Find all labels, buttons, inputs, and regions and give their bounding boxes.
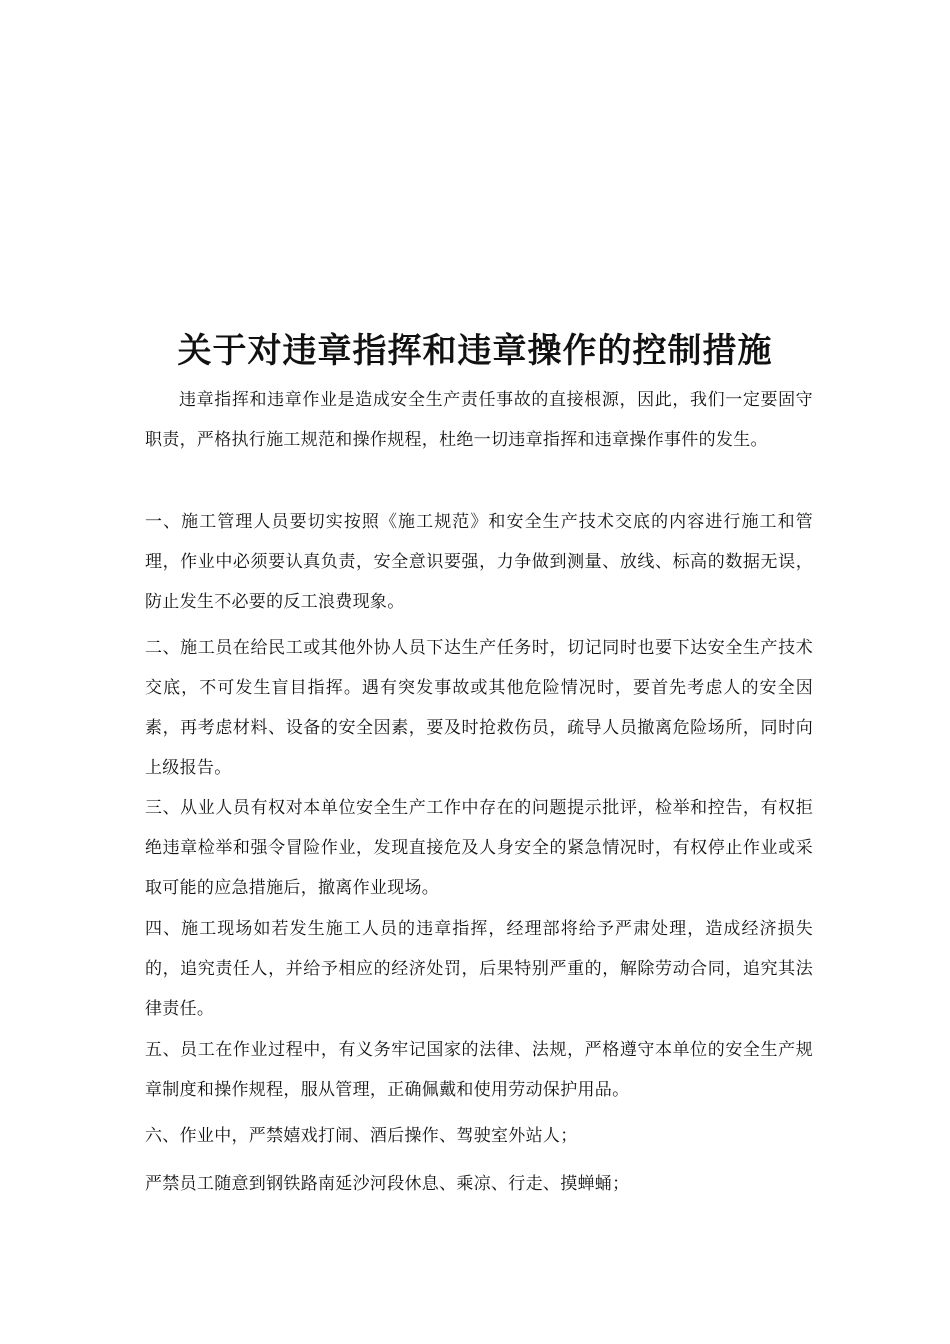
item-paragraph-2: 二、施工员在给民工或其他外协人员下达生产任务时，切记同时也要下达安全生产技术交底，不可发生盲目指挥。遇有突发事故或其他危险情况时，要首先考虑人的安全因素，再考虑材料、设备的安全因素，要及时抢救伤员，疏导人员撤离危险场所，同时向上级报告。	[145, 638, 813, 778]
item-paragraph-4: 四、施工现场如若发生施工人员的违章指挥，经理部将给予严肃处理，造成经济损失的，追究责任人，并给予相应的经济处罚，后果特别严重的，解除劳动合同，追究其法律责任。	[145, 919, 813, 1019]
item-paragraph-1: 一、施工管理人员要切实按照《施工规范》和安全生产技术交底的内容进行施工和管理，作业中必须要认真负责，安全意识要强，力争做到测量、放线、标高的数据无误，防止发生不必要的反工浪费现象。	[145, 512, 813, 612]
item-paragraph-7: 严禁员工随意到钢铁路南延沙河段休息、乘凉、行走、摸蝉蛹；	[145, 1174, 630, 1194]
document-title: 关于对违章指挥和违章操作的控制措施	[177, 331, 773, 371]
item-paragraph-6: 六、作业中，严禁嬉戏打闹、酒后操作、驾驶室外站人；	[145, 1126, 578, 1146]
intro-paragraph: 违章指挥和违章作业是造成安全生产责任事故的直接根源，因此，我们一定要固守职责，严格执行施工规范和操作规程，杜绝一切违章指挥和违章操作事件的发生。	[145, 390, 813, 450]
item-paragraph-3: 三、从业人员有权对本单位安全生产工作中存在的问题提示批评，检举和控告，有权拒绝违章检举和强令冒险作业，发现直接危及人身安全的紧急情况时，有权停止作业或采取可能的应急措施后，撤离作业现场。	[145, 798, 813, 898]
item-paragraph-5: 五、员工在作业过程中，有义务牢记国家的法律、法规，严格遵守本单位的安全生产规章制度和操作规程，服从管理，正确佩戴和使用劳动保护用品。	[145, 1040, 813, 1100]
